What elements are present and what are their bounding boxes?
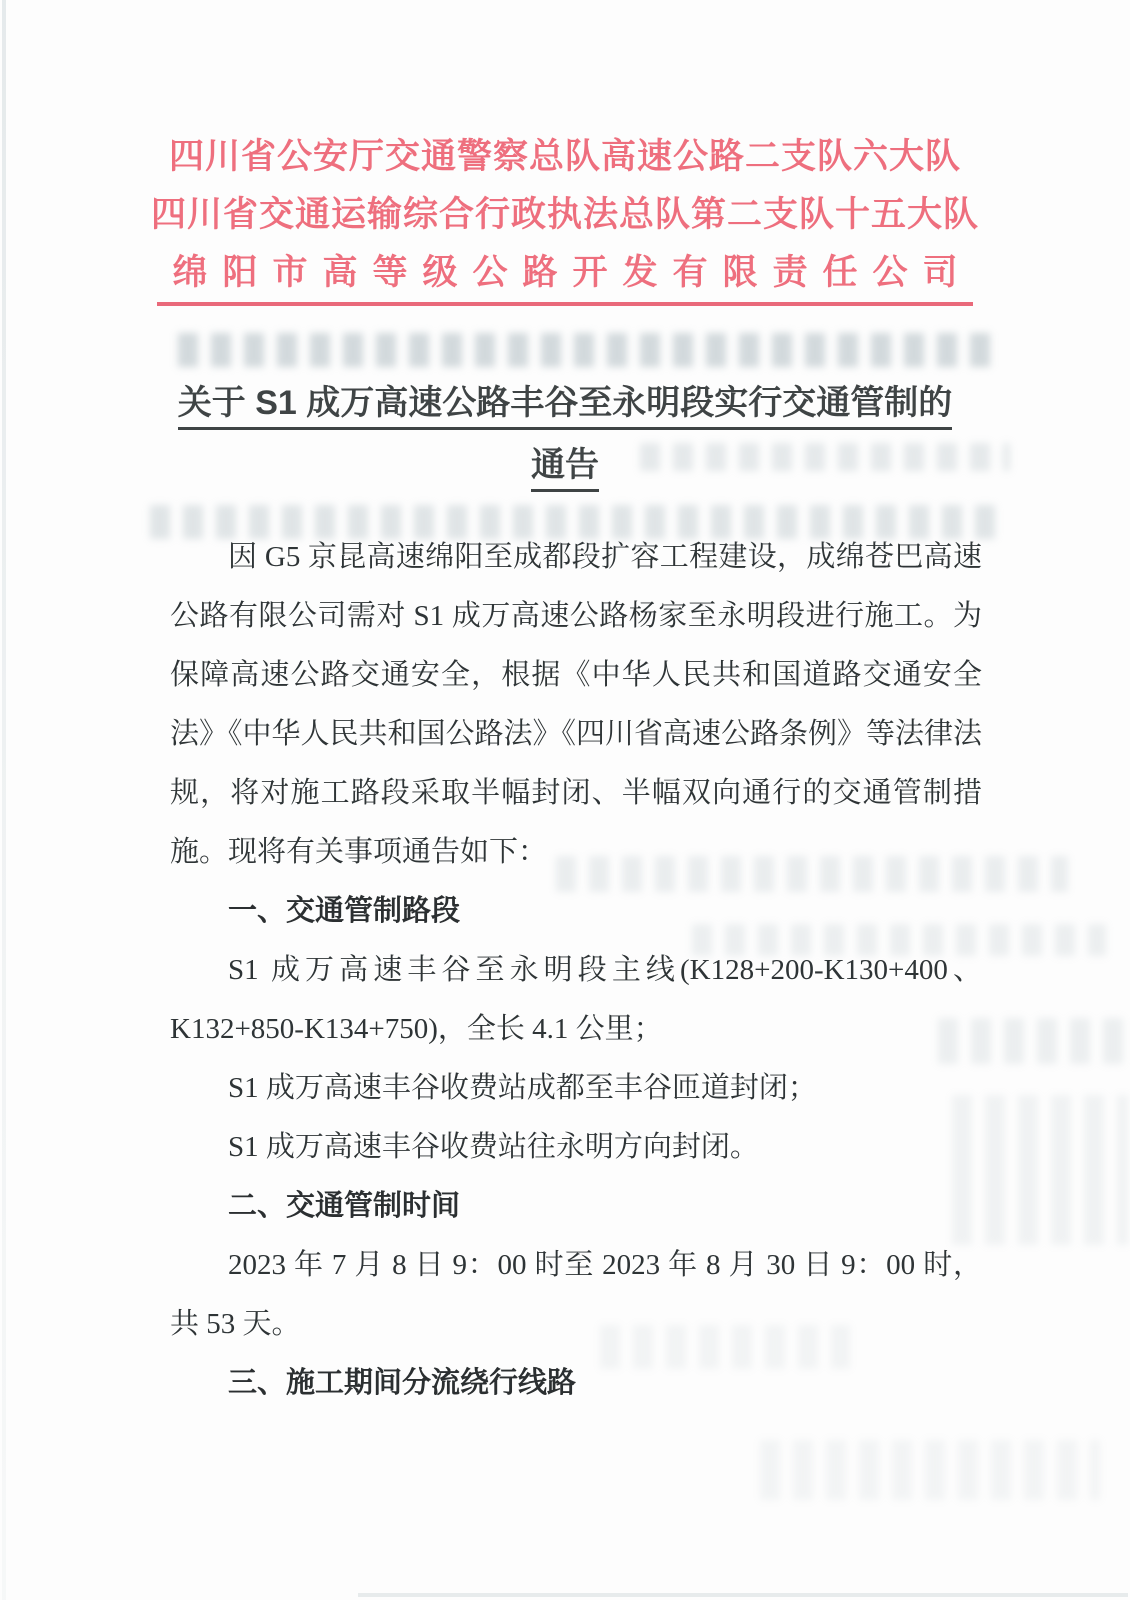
- intro-paragraph: 因 G5 京昆高速绵阳至成都段扩容工程建设，成绵苍巴高速公路有限公司需对 S1 成万高速公路杨家至永明段进行施工。为保障高速公路交通安全，根据《中华人民共和国道路交通安全法》《中华人民共和国公路法》《四川省高速公路条例》等法律法规，将对施工路段采取半幅封闭、半幅双向通行的交通管制措施。现将有关事项通告如下：: [170, 541, 983, 868]
- scan-edge-artifact-left: [2, 0, 6, 1600]
- section-1-heading: 一、交通管制路段: [228, 895, 461, 927]
- notice-body: [170, 528, 982, 1413]
- issuing-agency-line-1: 四川省公安厅交通警察总队高速公路二支队六大队: [168, 137, 961, 176]
- issuing-agency-line-2: 四川省交通运输综合行政执法总队第二支队十五大队: [150, 195, 979, 234]
- controlled-mainline-clause: S1 成万高速丰谷至永明段主线(K128+200-K130+400、K132+850-K134+750)，全长 4.1 公里；: [170, 954, 982, 1045]
- notice-title-line-1: 关于 S1 成万高速公路丰谷至永明段实行交通管制的: [178, 383, 952, 430]
- section-3-heading: 三、施工期间分流绕行线路: [228, 1367, 577, 1399]
- issuing-company-line: 绵阳市高等级公路开发有限责任公司: [157, 249, 972, 306]
- notice-title: [0, 372, 1130, 496]
- scan-edge-artifact-bottom: [358, 1593, 1128, 1597]
- ramp-closure-clause: S1 成万高速丰谷收费站成都至丰谷匝道封闭；: [228, 1072, 817, 1104]
- letterhead: [0, 0, 1130, 306]
- control-period-clause: 2023 年 7 月 8 日 9：00 时至 2023 年 8 月 30 日 9：00 时，共 53 天。: [170, 1249, 982, 1340]
- direction-closure-clause: S1 成万高速丰谷收费站往永明方向封闭。: [228, 1131, 759, 1163]
- section-2-heading: 二、交通管制时间: [228, 1190, 461, 1222]
- bleed-through-artifact: [178, 333, 996, 367]
- notice-title-line-2: 通告: [531, 445, 599, 492]
- bleed-through-artifact: [760, 1440, 1100, 1500]
